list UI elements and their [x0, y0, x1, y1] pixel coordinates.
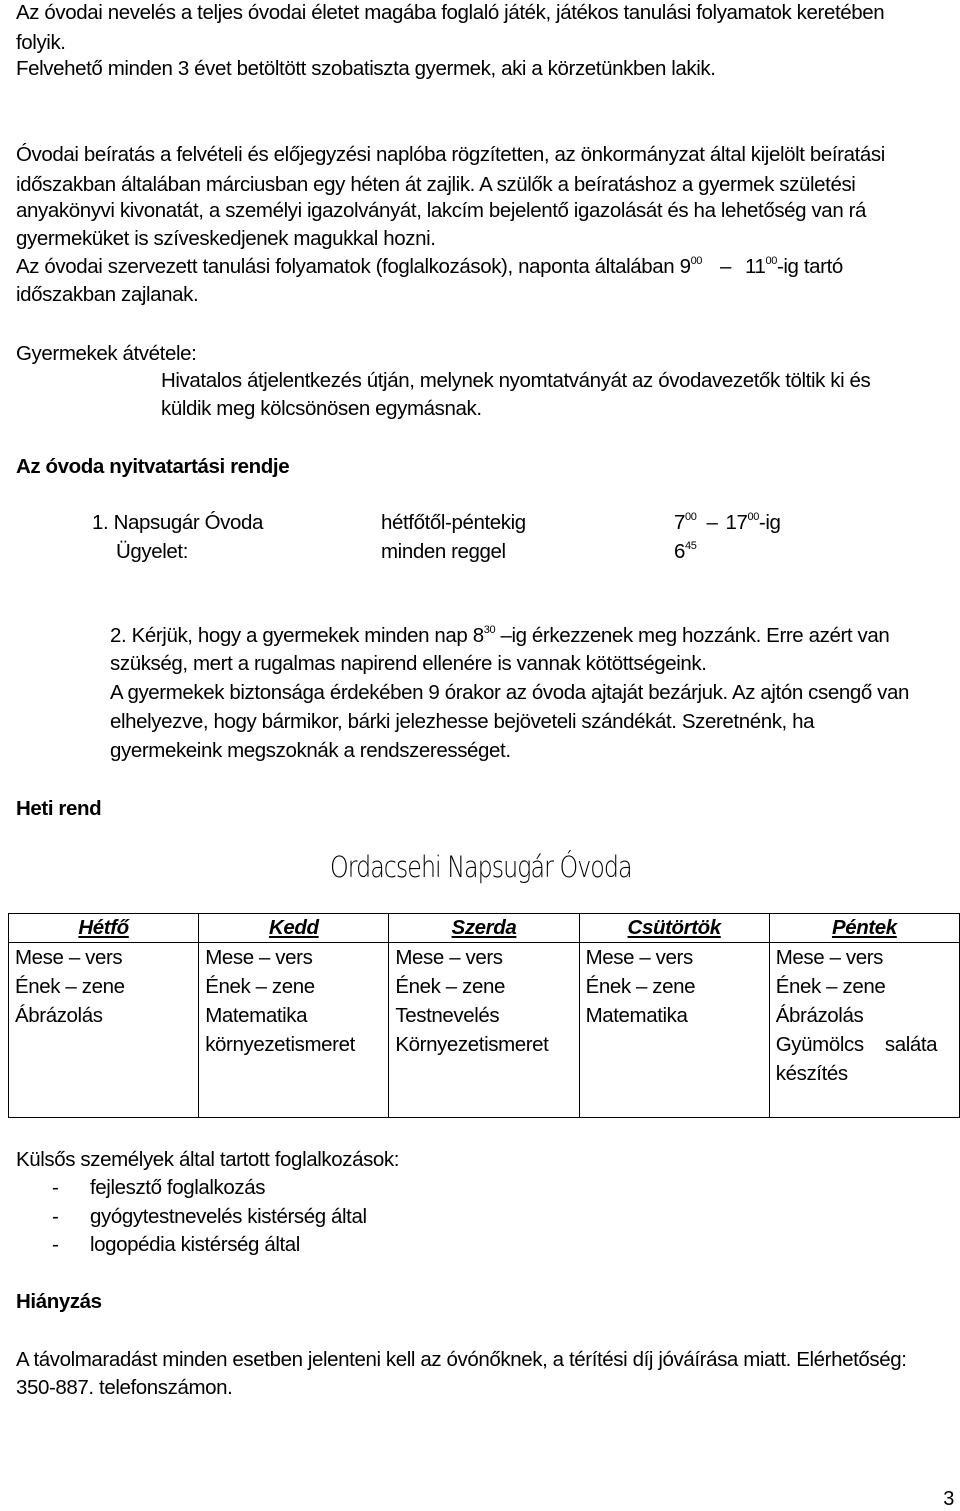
absence-line-1: A távolmaradást minden esetben jelenteni kell az óvónőknek, a térítési díj jóváírása miatt. Elérhetőség: [16, 1348, 907, 1371]
time-start: 6 [674, 540, 686, 563]
activity: Ének – zene [775, 975, 886, 998]
day-header-tuesday: Kedd [199, 914, 389, 943]
hours-row-2-days: minden reggel [381, 540, 506, 563]
time-end: 17 [725, 511, 748, 534]
activity: készítés [775, 1062, 848, 1085]
activity: Ábrázolás [15, 1004, 103, 1027]
activity: Mese – vers [205, 946, 313, 969]
activity: Ének – zene [585, 975, 696, 998]
activity: Matematika [585, 1004, 688, 1027]
activity: Mese – vers [585, 946, 693, 969]
day-header-wednesday: Szerda [389, 914, 579, 943]
activity: Mese – vers [775, 946, 883, 969]
activities-monday [9, 943, 199, 1118]
list-item: logopédia kistérség által [90, 1233, 300, 1256]
arrival-line-4: elhelyezve, hogy bármikor, bárki jelezhesse bejöveteli szándékát. Szeretnénk, ha [110, 710, 815, 733]
transfer-heading: Gyermekek átvétele: [16, 342, 197, 365]
list-marker: - [52, 1205, 59, 1228]
enrollment-line-1: Óvodai beíratás a felvételi és előjegyzési naplóba rögzítetten, az önkormányzat által kijelölt beíratási [16, 143, 885, 166]
activity: Gyümölcs saláta [775, 1033, 938, 1056]
kindergarten-title: Ordacsehi Napsugár Óvoda [330, 850, 632, 884]
time-sup: 00 [685, 511, 697, 523]
page-number: 3 [943, 1488, 954, 1510]
enrollment-line-4: gyermeküket is szíveskedjenek magukkal hozni. [16, 227, 436, 250]
list-item: gyógytestnevelés kistérség által [90, 1205, 367, 1228]
time-sup: 30 [483, 624, 496, 636]
enrollment-line-5-text: Az óvodai szervezett tanulási folyamatok (foglalkozások), naponta általában 9 [16, 255, 691, 278]
weekly-schedule-table [8, 913, 960, 1118]
activity: Testnevelés [395, 1004, 500, 1027]
arrival-line-5: gyermekeink megszoknák a rendszerességet. [110, 739, 511, 762]
list-marker: - [52, 1233, 59, 1256]
activities-thursday [579, 943, 769, 1118]
time-start: 7 [674, 511, 686, 534]
day-header-thursday: Csütörtök [579, 914, 769, 943]
list-marker: - [52, 1176, 59, 1199]
activities-tuesday [199, 943, 389, 1118]
enrollment-line-2: időszakban általában márciusban egy héten át zajlik. A szülők a beíratáshoz a gyermek születési [16, 173, 856, 196]
arrival-line-2: szükség, mert a rugalmas napirend ellenére is vannak kötöttségeink. [110, 652, 707, 675]
weekly-heading: Heti rend [16, 797, 102, 820]
hours-row-2-time [674, 540, 696, 564]
enrollment-line-5 [16, 255, 843, 279]
hours-row-1-time [674, 511, 781, 535]
activity: Mese – vers [15, 946, 123, 969]
activity: Ének – zene [205, 975, 315, 998]
activity: Ének – zene [15, 975, 125, 998]
transfer-line-2: küldik meg kölcsönösen egymásnak. [161, 397, 482, 420]
time-suffix: -ig [758, 511, 781, 534]
arrival-line-3: A gyermekek biztonsága érdekében 9 órakor az óvoda ajtaját bezárjuk. Az ajtón csengő van [110, 681, 909, 704]
intro-line-1: Az óvodai nevelés a teljes óvodai életet magába foglaló játék, játékos tanulási folyamatok keretében [16, 1, 885, 24]
day-header-friday: Péntek [769, 914, 959, 943]
time-sup: 00 [747, 511, 759, 523]
activity: Környezetismeret [395, 1033, 549, 1056]
time-sup: 45 [685, 540, 697, 552]
time-dash: – [706, 511, 718, 534]
time-sup: 00 [765, 255, 777, 267]
time-end: 11 [745, 255, 766, 278]
activity: Ábrázolás [775, 1004, 864, 1027]
activity: Mese – vers [395, 946, 503, 969]
arrival-line-1 [110, 624, 889, 648]
activities-friday [769, 943, 959, 1118]
hours-row-1-name: 1. Napsugár Óvoda [92, 511, 263, 534]
time-dash: – [720, 255, 732, 278]
activity: Matematika [205, 1004, 308, 1027]
activity: Ének – zene [395, 975, 505, 998]
intro-line-2: folyik. [16, 31, 66, 54]
time-sup: 00 [690, 255, 703, 267]
time-suffix: -ig tartó [776, 255, 843, 278]
day-header-monday: Hétfő [9, 914, 199, 943]
activity: környezetismeret [205, 1033, 355, 1056]
hours-heading: Az óvoda nyitvatartási rendje [16, 455, 290, 478]
list-item: fejlesztő foglalkozás [90, 1176, 266, 1199]
table-row [9, 943, 960, 1118]
hours-row-1-days: hétfőtől-péntekig [381, 511, 526, 534]
absence-line-2: 350-887. telefonszámon. [16, 1376, 233, 1399]
activities-wednesday [389, 943, 579, 1118]
intro-line-3: Felvehető minden 3 évet betöltött szobatiszta gyermek, aki a körzetünkben lakik. [16, 57, 716, 80]
hours-row-2-name: Ügyelet: [116, 540, 189, 563]
external-heading: Külsős személyek által tartott foglalkozások: [16, 1148, 400, 1171]
transfer-line-1: Hivatalos átjelentkezés útján, melynek nyomtatványát az óvodavezetők töltik ki és [161, 369, 871, 392]
enrollment-line-6: időszakban zajlanak. [16, 283, 199, 306]
enrollment-line-3: anyakönyvi kivonatát, a személyi igazolványát, lakcím bejelentő igazolását és ha lehetőség van rá [16, 199, 867, 222]
arrival-line-1-rest: –ig érkezzenek meg hozzánk. Erre azért van [500, 624, 890, 647]
arrival-line-1-text: 2. Kérjük, hogy a gyermekek minden nap 8 [110, 624, 484, 647]
absence-heading: Hiányzás [16, 1290, 102, 1313]
table-header-row [9, 914, 960, 943]
